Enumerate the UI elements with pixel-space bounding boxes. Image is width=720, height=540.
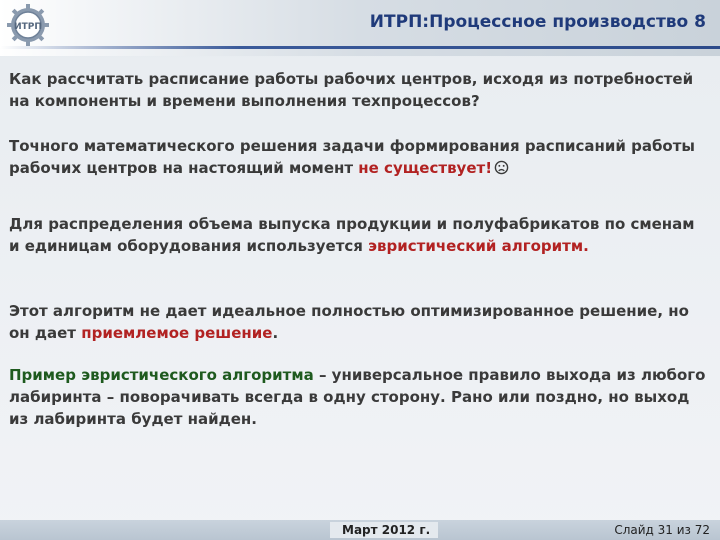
no-solution-paragraph: [9, 135, 707, 179]
acceptable-text: Этот алгоритм не дает идеальное полностью оптимизированное решение, но он дает: [9, 302, 689, 342]
acceptable-end: .: [272, 324, 279, 342]
sad-face-icon: [494, 160, 509, 175]
gear-logo-icon: [6, 3, 50, 47]
title-rule: [0, 46, 720, 49]
no-solution-highlight: не существует!: [358, 159, 493, 177]
heuristic-paragraph: [9, 213, 707, 257]
heuristic-text: Для распределения объема выпуска продукции и полуфабрикатов по сменам и единицам оборудования используется: [9, 215, 695, 255]
question-text: Как рассчитать расписание работы рабочих центров, исходя из потребностей на компоненты и времени выполнения техпроцессов?: [9, 70, 694, 110]
page-title: ИТРП:Процессное производство 8: [369, 12, 706, 32]
example-highlight: Пример эвристического алгоритма: [9, 366, 314, 384]
example-text: – универсальное правило выхода из любого лабиринта – поворачивать всегда в одну сторону. Рано или поздно, но выход из лабиринта будет найден.: [9, 366, 706, 428]
example-paragraph: [9, 364, 707, 430]
no-solution-text: Точного математического решения задачи формирования расписаний работы рабочих центров на настоящий момент: [9, 137, 695, 177]
question-paragraph: [9, 68, 707, 112]
footer-date: Март 2012 г.: [330, 522, 438, 538]
logo-text: ИТРП: [14, 22, 42, 32]
slide-number: Слайд 31 из 72: [614, 523, 710, 537]
acceptable-highlight: приемлемое решение: [81, 324, 273, 342]
acceptable-paragraph: [9, 300, 707, 344]
heuristic-highlight: эвристический алгоритм.: [368, 237, 589, 255]
